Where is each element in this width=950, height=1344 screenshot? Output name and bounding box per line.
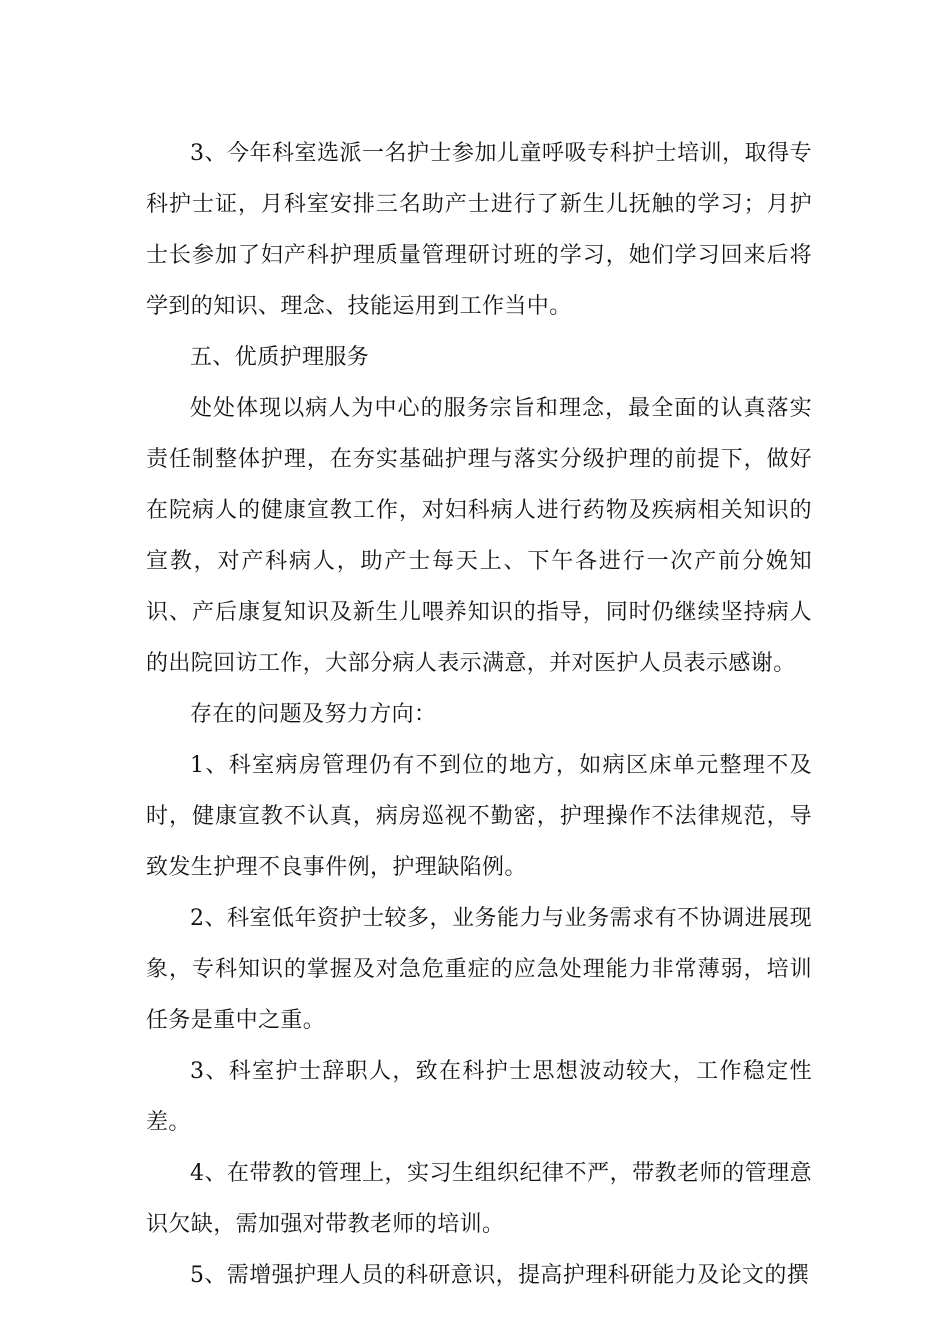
problem-item-4: 4、在带教的管理上，实习生组织纪律不严，带教老师的管理意识欠缺，需加强对带教老师的培训。 [146,1161,812,1237]
problem-item-2: 2、科室低年资护士较多，业务能力与业务需求有不协调进展现象，专科知识的掌握及对急危重症的应急处理能力非常薄弱，培训任务是重中之重。 [146,906,812,1033]
paragraph-training: 3、今年科室选派一名护士参加儿童呼吸专科护士培训，取得专科护士证，月科室安排三名助产士进行了新生儿抚触的学习；月护士长参加了妇产科护理质量管理研讨班的学习，她们学习回来后将学到的知识、理念、技能运用到工作当中。 [146,141,812,319]
section-heading-problems: 存在的问题及努力方向： [190,702,437,727]
document-body [146,128,812,1301]
problem-item-5: 5、需增强护理人员的科研意识，提高护理科研能力及论文的撰 [190,1263,810,1288]
paragraph-patient-centered-service: 处处体现以病人为中心的服务宗旨和理念，最全面的认真落实责任制整体护理，在夯实基础护理与落实分级护理的前提下，做好在院病人的健康宣教工作，对妇科病人进行药物及疾病相关知识的宣教，对产科病人，助产士每天上、下午各进行一次产前分娩知识、产后康复知识及新生儿喂养知识的指导，同时仍继续坚持病人的出院回访工作，大部分病人表示满意，并对医护人员表示感谢。 [146,396,812,676]
problem-item-3: 3、科室护士辞职人，致在科护士思想波动较大，工作稳定性差。 [146,1059,812,1135]
problem-item-1: 1、科室病房管理仍有不到位的地方，如病区床单元整理不及时，健康宣教不认真，病房巡视不勤密，护理操作不法律规范，导致发生护理不良事件例，护理缺陷例。 [146,753,812,880]
section-heading-quality-nursing: 五、优质护理服务 [190,345,370,370]
